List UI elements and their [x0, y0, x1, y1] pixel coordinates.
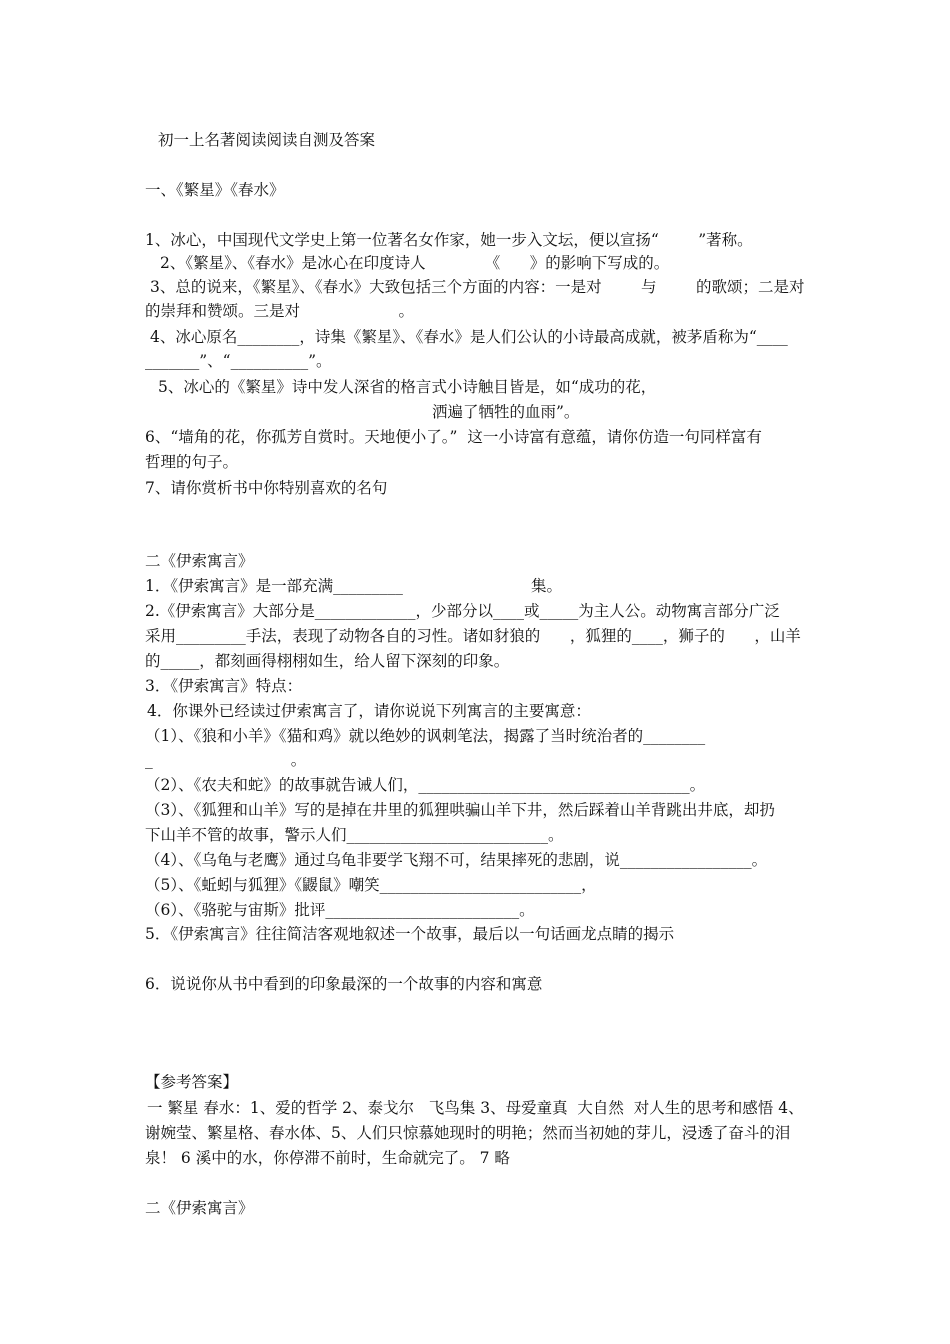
s2-question-4-5: （5）、《蚯蚓与狐狸》《鼹鼠》嘲笑__________________________，	[145, 876, 597, 894]
s1-question-4-line-1: 4、冰心原名________，诗集《繁星》、《春水》是人们公认的小诗最高成就，被茅盾称为“____	[150, 328, 788, 346]
section-1-heading: 一、《繁星》《春水》	[145, 181, 285, 199]
answers-section-1-line-2: 谢婉莹、繁星格、春水体、5、人们只惊慕她现时的明艳；然而当初她的芽儿，浸透了奋斗的泪	[145, 1124, 791, 1142]
s2-question-4-3-line-2: 下山羊不管的故事，警示人们__________________________。	[145, 826, 564, 844]
s1-question-5-line-2: 洒遍了牺牲的血雨”。	[432, 403, 580, 421]
s2-question-6: 6．说说你从书中看到的印象最深的一个故事的内容和寓意	[145, 975, 543, 993]
s2-question-4-6: （6）、《骆驼与宙斯》批评_________________________。	[145, 901, 535, 919]
s1-question-3-line-2: 的崇拜和赞颂。三是对 。	[145, 302, 415, 320]
s1-question-1: 1、冰心，中国现代文学史上第一位著名女作家，她一步入文坛，便以宣扬“ ”著称。	[145, 231, 753, 249]
s2-question-4-1-line-1: （1）、《狼和小羊》《猫和鸡》就以绝妙的讽刺笔法，揭露了当时统治者的________	[145, 727, 706, 745]
document-title: 初一上名著阅读阅读自测及答案	[158, 131, 376, 149]
s1-question-4-line-2: _______”、“__________”。	[145, 352, 332, 370]
s1-question-5-line-1: 5、冰心的《繁星》诗中发人深省的格言式小诗触目皆是，如“成功的花，	[158, 378, 657, 396]
s2-question-2-line-1: 2.《伊索寓言》大部分是_____________，少部分以____或_____为主人公。动物寓言部分广泛	[145, 602, 780, 620]
s1-question-6-line-2: 哲理的句子。	[145, 453, 239, 471]
s2-question-5: 5．《伊索寓言》往往简洁客观地叙述一个故事，最后以一句话画龙点睛的揭示	[145, 925, 675, 943]
answers-section-1-line-3: 泉！ 6 溪中的水，你停滞不前时，生命就完了。 7 略	[145, 1149, 510, 1167]
s2-question-4-3-line-1: （3）、《狐狸和山羊》写的是掉在井里的狐狸哄骗山羊下井，然后踩着山羊背跳出井底，却扔	[145, 801, 775, 819]
s2-question-4-1-line-2: _ 。	[145, 751, 307, 769]
s2-question-4: 4．你课外已经读过伊索寓言了，请你说说下列寓言的主要寓意：	[147, 702, 591, 720]
s2-question-2-line-2: 采用_________手法，表现了动物各自的习性。诸如豺狼的 ，狐狸的____，狮子的 ，山羊	[145, 627, 801, 645]
section-2-heading: 二《伊索寓言》	[145, 552, 254, 570]
s2-question-1: 1．《伊索寓言》是一部充满_________ 集。	[145, 577, 562, 595]
s2-question-3: 3．《伊索寓言》特点：	[145, 677, 303, 695]
s1-question-6-line-1: 6、“墙角的花，你孤芳自赏时。天地便小了。” 这一小诗富有意蕴，请你仿造一句同样富有	[145, 428, 762, 446]
s1-question-2: 2、《繁星》、《春水》是冰心在印度诗人 《 》的影响下写成的。	[160, 254, 670, 272]
s1-question-7: 7、请你赏析书中你特别喜欢的名句	[145, 479, 388, 497]
answers-section-2-heading: 二《伊索寓言》	[145, 1199, 254, 1217]
s2-question-4-2: （2）、《农夫和蛇》的故事就告诫人们，___________________________________。	[145, 776, 706, 794]
answers-heading: 【参考答案】	[145, 1073, 239, 1091]
s2-question-2-line-3: 的_____，都刻画得栩栩如生，给人留下深刻的印象。	[145, 652, 510, 670]
s1-question-3-line-1: 3、总的说来，《繁星》、《春水》大致包括三个方面的内容：一是对 与 的歌颂；二是对	[150, 278, 805, 296]
s2-question-4-4: （4）、《乌龟与老鹰》通过乌龟非要学飞翔不可，结果摔死的悲剧，说_________________。	[145, 851, 768, 869]
answers-section-1-line-1: 一 繁星 春水：1、爱的哲学 2、泰戈尔 飞鸟集 3、母爱童真 大自然 对人生的思考和感悟 4、	[147, 1099, 804, 1117]
